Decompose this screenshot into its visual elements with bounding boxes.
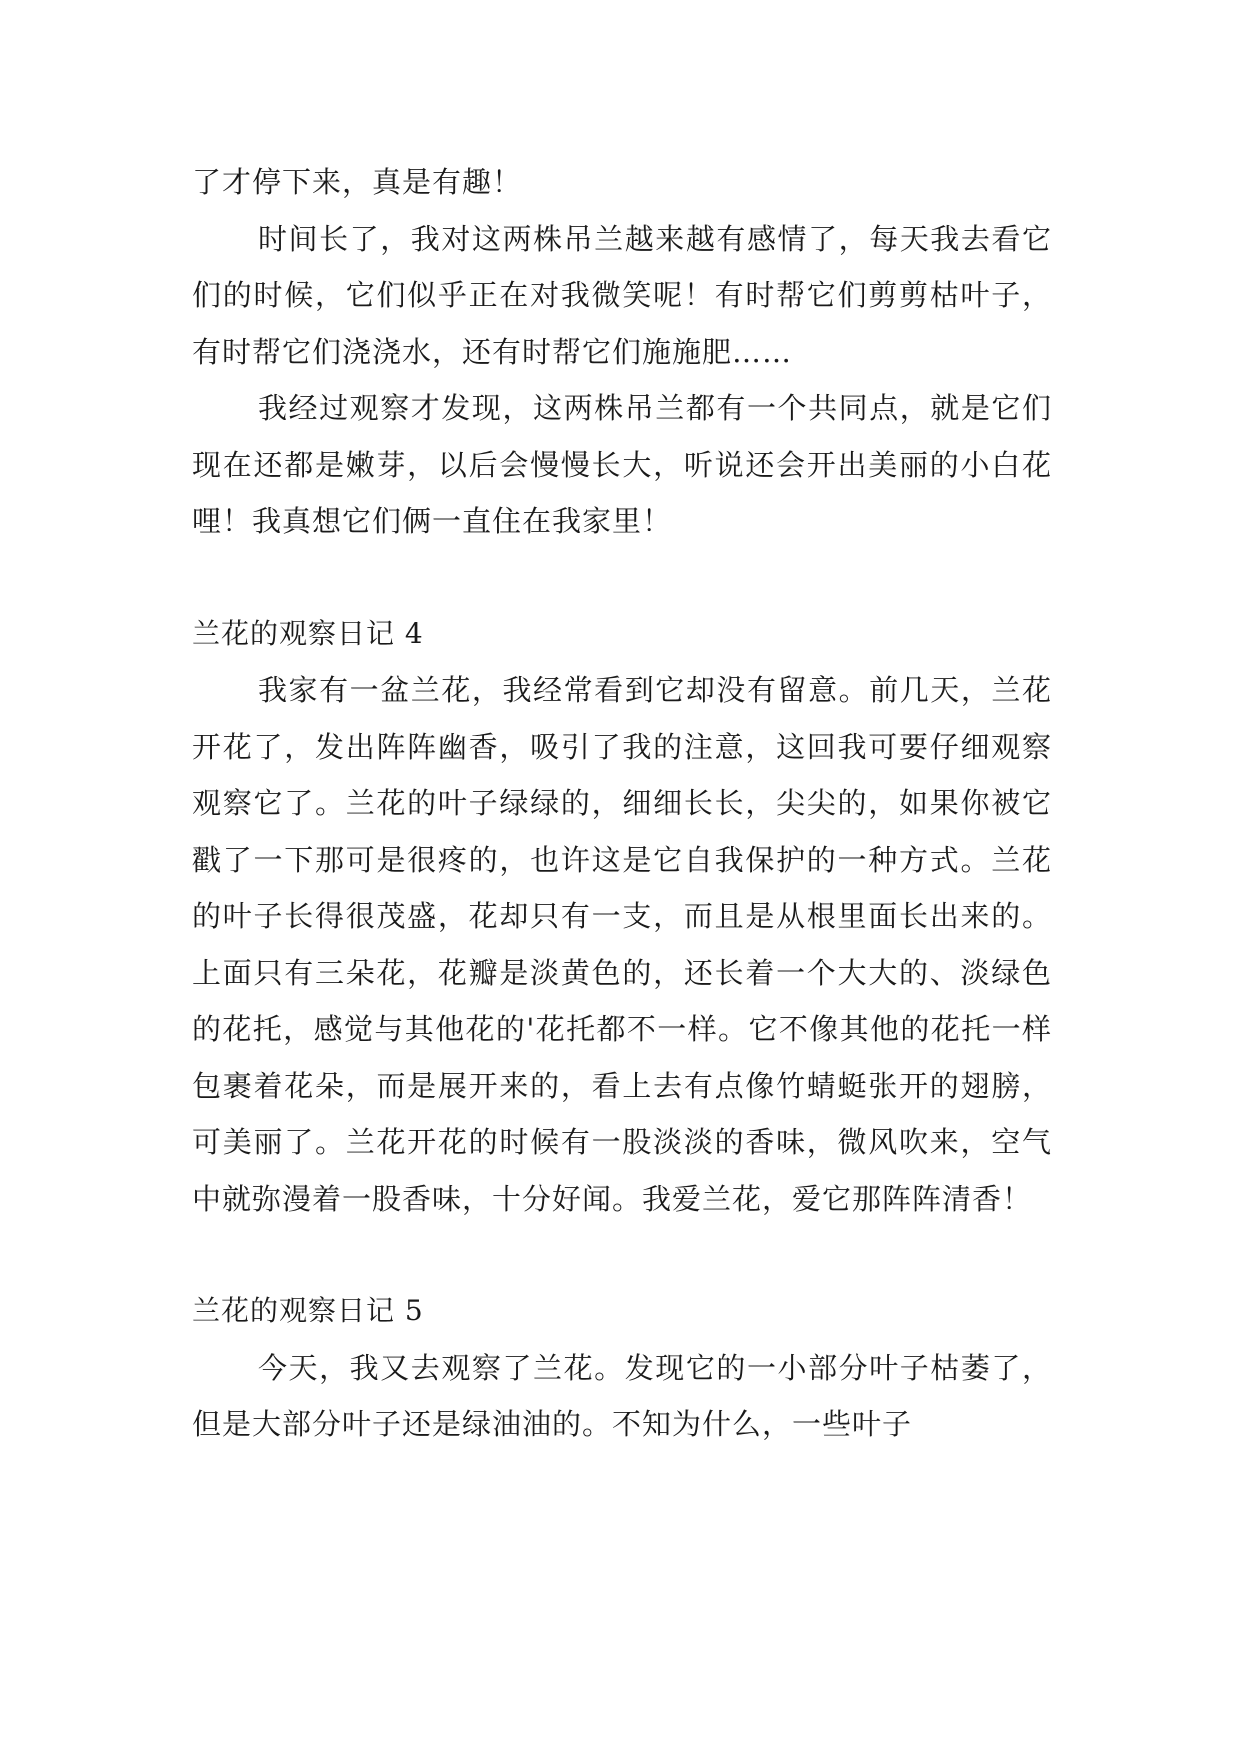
section-heading-5: 兰花的观察日记 5	[192, 1294, 424, 1327]
section-heading-4: 兰花的观察日记 4	[192, 616, 424, 650]
paragraph-affection: 时间长了，我对这两株吊兰越来越有感情了，每天我去看它们的时候，它们似乎正在对我微笑呢！有时帮它们剪剪枯叶子，有时帮它们浇浇水，还有时帮它们施施肥……	[192, 221, 1052, 369]
paragraph-observation: 我经过观察才发现，这两株吊兰都有一个共同点，就是它们现在还都是嫩芽，以后会慢慢长大，听说还会开出美丽的小白花哩！我真想它们俩一直住在我家里！	[192, 391, 1052, 538]
paragraph-orchid-4: 我家有一盆兰花，我经常看到它却没有留意。前几天，兰花开花了，发出阵阵幽香，吸引了我的注意，这回我可要仔细观察观察它了。兰花的叶子绿绿的，细细长长，尖尖的，如果你被它戳了一下那可是很疼的，也许这是它自我保护的一种方式。兰花的叶子长得很茂盛，花却只有一支，而且是从根里面长出来的。上面只有三朵花，花瓣是淡黄色的，还长着一个大大的、淡绿色的花托，感觉与其他花的'花托都不一样。它不像其他的花托一样包裹着花朵，而是展开来的，看上去有点像竹蜻蜓张开的翅膀，可美丽了。兰花开花的时候有一股淡淡的香味，微风吹来，空气中就弥漫着一股香味，十分好闻。我爱兰花，爱它那阵阵清香！	[192, 673, 1052, 1216]
section-gap	[192, 550, 1052, 606]
document-body	[192, 154, 1052, 1453]
section-gap	[192, 1227, 1052, 1283]
paragraph-orchid-5: 今天，我又去观察了兰花。发现它的一小部分叶子枯萎了，但是大部分叶子还是绿油油的。不知为什么，一些叶子	[192, 1350, 1052, 1441]
paragraph-continued: 了才停下来，真是有趣！	[192, 165, 523, 199]
